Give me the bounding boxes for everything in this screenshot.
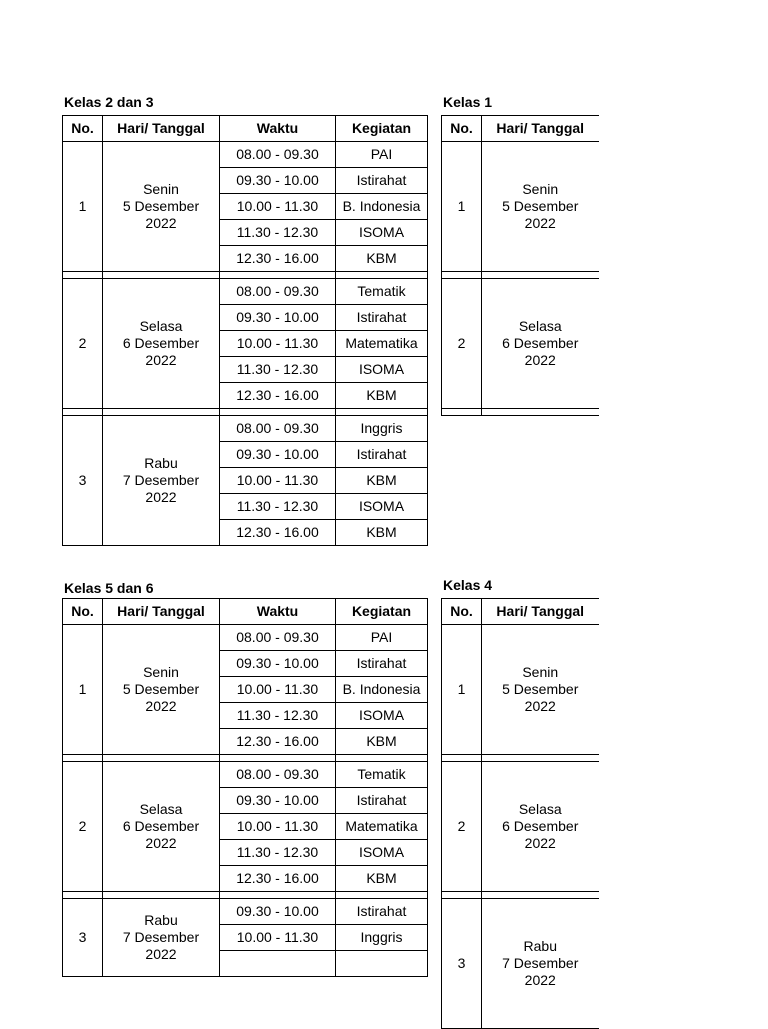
day-number: 2 [442, 279, 482, 409]
time-cell: 12.30 - 16.00 [220, 383, 336, 409]
table-row [63, 416, 428, 442]
activity-cell: Tematik [336, 279, 428, 305]
table-row [442, 142, 599, 272]
day-date: Senin 5 Desember 2022 [482, 142, 599, 272]
time-cell: 10.00 - 11.30 [220, 814, 336, 840]
day-date: Senin 5 Desember 2022 [103, 142, 220, 272]
day-date: Selasa 6 Desember 2022 [482, 762, 599, 892]
schedule-table-kelas-4 [441, 598, 599, 1029]
activity-cell: Tematik [336, 762, 428, 788]
time-cell: 09.30 - 10.00 [220, 168, 336, 194]
header-no: No. [63, 116, 103, 142]
day-number: 1 [63, 142, 103, 272]
time-cell: 12.30 - 16.00 [220, 520, 336, 546]
time-cell: 08.00 - 09.30 [220, 762, 336, 788]
time-cell: 12.30 - 16.00 [220, 246, 336, 272]
table-row [63, 762, 428, 788]
activity-cell: KBM [336, 866, 428, 892]
time-cell: 08.00 - 09.30 [220, 625, 336, 651]
activity-cell: ISOMA [336, 703, 428, 729]
header-time: Waktu [220, 599, 336, 625]
header-day: Hari/ Tanggal [103, 116, 220, 142]
time-cell: 10.00 - 11.30 [220, 677, 336, 703]
day-number: 3 [442, 899, 482, 1029]
time-cell: 11.30 - 12.30 [220, 840, 336, 866]
time-cell: 09.30 - 10.00 [220, 788, 336, 814]
header-no: No. [63, 599, 103, 625]
spacer-row [442, 892, 599, 899]
section-title-kelas-4: Kelas 4 [443, 577, 493, 593]
day-number: 2 [63, 762, 103, 892]
section-title-kelas-5-6: Kelas 5 dan 6 [64, 580, 154, 596]
day-number: 1 [63, 625, 103, 755]
header-activity: Kegiatan [336, 599, 428, 625]
spacer-row [442, 272, 599, 279]
section-title-kelas-2-3: Kelas 2 dan 3 [64, 94, 154, 110]
schedule-table-kelas-5-6 [62, 598, 428, 977]
table-row [63, 899, 428, 925]
spacer-row [63, 755, 428, 762]
activity-cell: Istirahat [336, 442, 428, 468]
table-row [442, 625, 599, 755]
activity-cell: KBM [336, 246, 428, 272]
activity-cell: ISOMA [336, 357, 428, 383]
day-date: Senin 5 Desember 2022 [482, 625, 599, 755]
activity-cell: Matematika [336, 331, 428, 357]
header-no: No. [442, 599, 482, 625]
activity-cell: KBM [336, 468, 428, 494]
header-row [442, 116, 599, 142]
time-cell: 11.30 - 12.30 [220, 494, 336, 520]
table-row [442, 899, 599, 1029]
day-date: Selasa 6 Desember 2022 [482, 279, 599, 409]
activity-cell: Istirahat [336, 899, 428, 925]
time-cell: 09.30 - 10.00 [220, 899, 336, 925]
activity-cell: KBM [336, 729, 428, 755]
day-date: Senin 5 Desember 2022 [103, 625, 220, 755]
spacer-row [442, 409, 599, 416]
section-title-kelas-1: Kelas 1 [443, 94, 493, 110]
time-cell: 12.30 - 16.00 [220, 729, 336, 755]
schedule-table-kelas-1 [441, 115, 599, 416]
time-cell: 12.30 - 16.00 [220, 866, 336, 892]
time-cell: 09.30 - 10.00 [220, 442, 336, 468]
time-cell: 09.30 - 10.00 [220, 305, 336, 331]
time-cell: 11.30 - 12.30 [220, 703, 336, 729]
time-cell: 08.00 - 09.30 [220, 416, 336, 442]
activity-cell: Istirahat [336, 168, 428, 194]
activity-cell: Istirahat [336, 788, 428, 814]
time-cell: 10.00 - 11.30 [220, 194, 336, 220]
activity-cell: ISOMA [336, 840, 428, 866]
table-row [442, 762, 599, 892]
day-number: 1 [442, 142, 482, 272]
time-cell: 08.00 - 09.30 [220, 279, 336, 305]
spacer-row [63, 272, 428, 279]
spacer-row [63, 892, 428, 899]
activity-cell: PAI [336, 142, 428, 168]
day-number: 3 [63, 416, 103, 546]
day-date: Rabu 7 Desember 2022 [103, 416, 220, 546]
day-number: 2 [63, 279, 103, 409]
header-row [63, 116, 428, 142]
table-row [63, 279, 428, 305]
schedule-table-kelas-2-3 [62, 115, 428, 546]
activity-cell: PAI [336, 625, 428, 651]
header-row [442, 599, 599, 625]
activity-cell: KBM [336, 520, 428, 546]
day-date: Rabu 7 Desember 2022 [482, 899, 599, 1029]
header-day: Hari/ Tanggal [482, 599, 599, 625]
header-day: Hari/ Tanggal [482, 116, 599, 142]
activity-cell: ISOMA [336, 220, 428, 246]
time-cell: 11.30 - 12.30 [220, 357, 336, 383]
time-cell: 08.00 - 09.30 [220, 142, 336, 168]
time-cell: 09.30 - 10.00 [220, 651, 336, 677]
header-activity: Kegiatan [336, 116, 428, 142]
day-date: Rabu 7 Desember 2022 [103, 899, 220, 977]
spacer-row [442, 755, 599, 762]
activity-cell: Istirahat [336, 651, 428, 677]
activity-cell: Matematika [336, 814, 428, 840]
time-cell: 10.00 - 11.30 [220, 925, 336, 951]
spacer-row [63, 409, 428, 416]
activity-cell: KBM [336, 383, 428, 409]
activity-cell: Inggris [336, 416, 428, 442]
activity-cell: ISOMA [336, 494, 428, 520]
time-cell: 10.00 - 11.30 [220, 468, 336, 494]
table-row [63, 142, 428, 168]
header-day: Hari/ Tanggal [103, 599, 220, 625]
time-cell: 10.00 - 11.30 [220, 331, 336, 357]
header-row [63, 599, 428, 625]
day-number: 1 [442, 625, 482, 755]
header-time: Waktu [220, 116, 336, 142]
day-number: 3 [63, 899, 103, 977]
day-date: Selasa 6 Desember 2022 [103, 762, 220, 892]
time-cell: 11.30 - 12.30 [220, 220, 336, 246]
header-no: No. [442, 116, 482, 142]
activity-cell: B. Indonesia [336, 677, 428, 703]
activity-cell: Istirahat [336, 305, 428, 331]
day-date: Selasa 6 Desember 2022 [103, 279, 220, 409]
table-row [442, 279, 599, 409]
table-row [63, 625, 428, 651]
activity-cell: Inggris [336, 925, 428, 951]
day-number: 2 [442, 762, 482, 892]
activity-cell: B. Indonesia [336, 194, 428, 220]
